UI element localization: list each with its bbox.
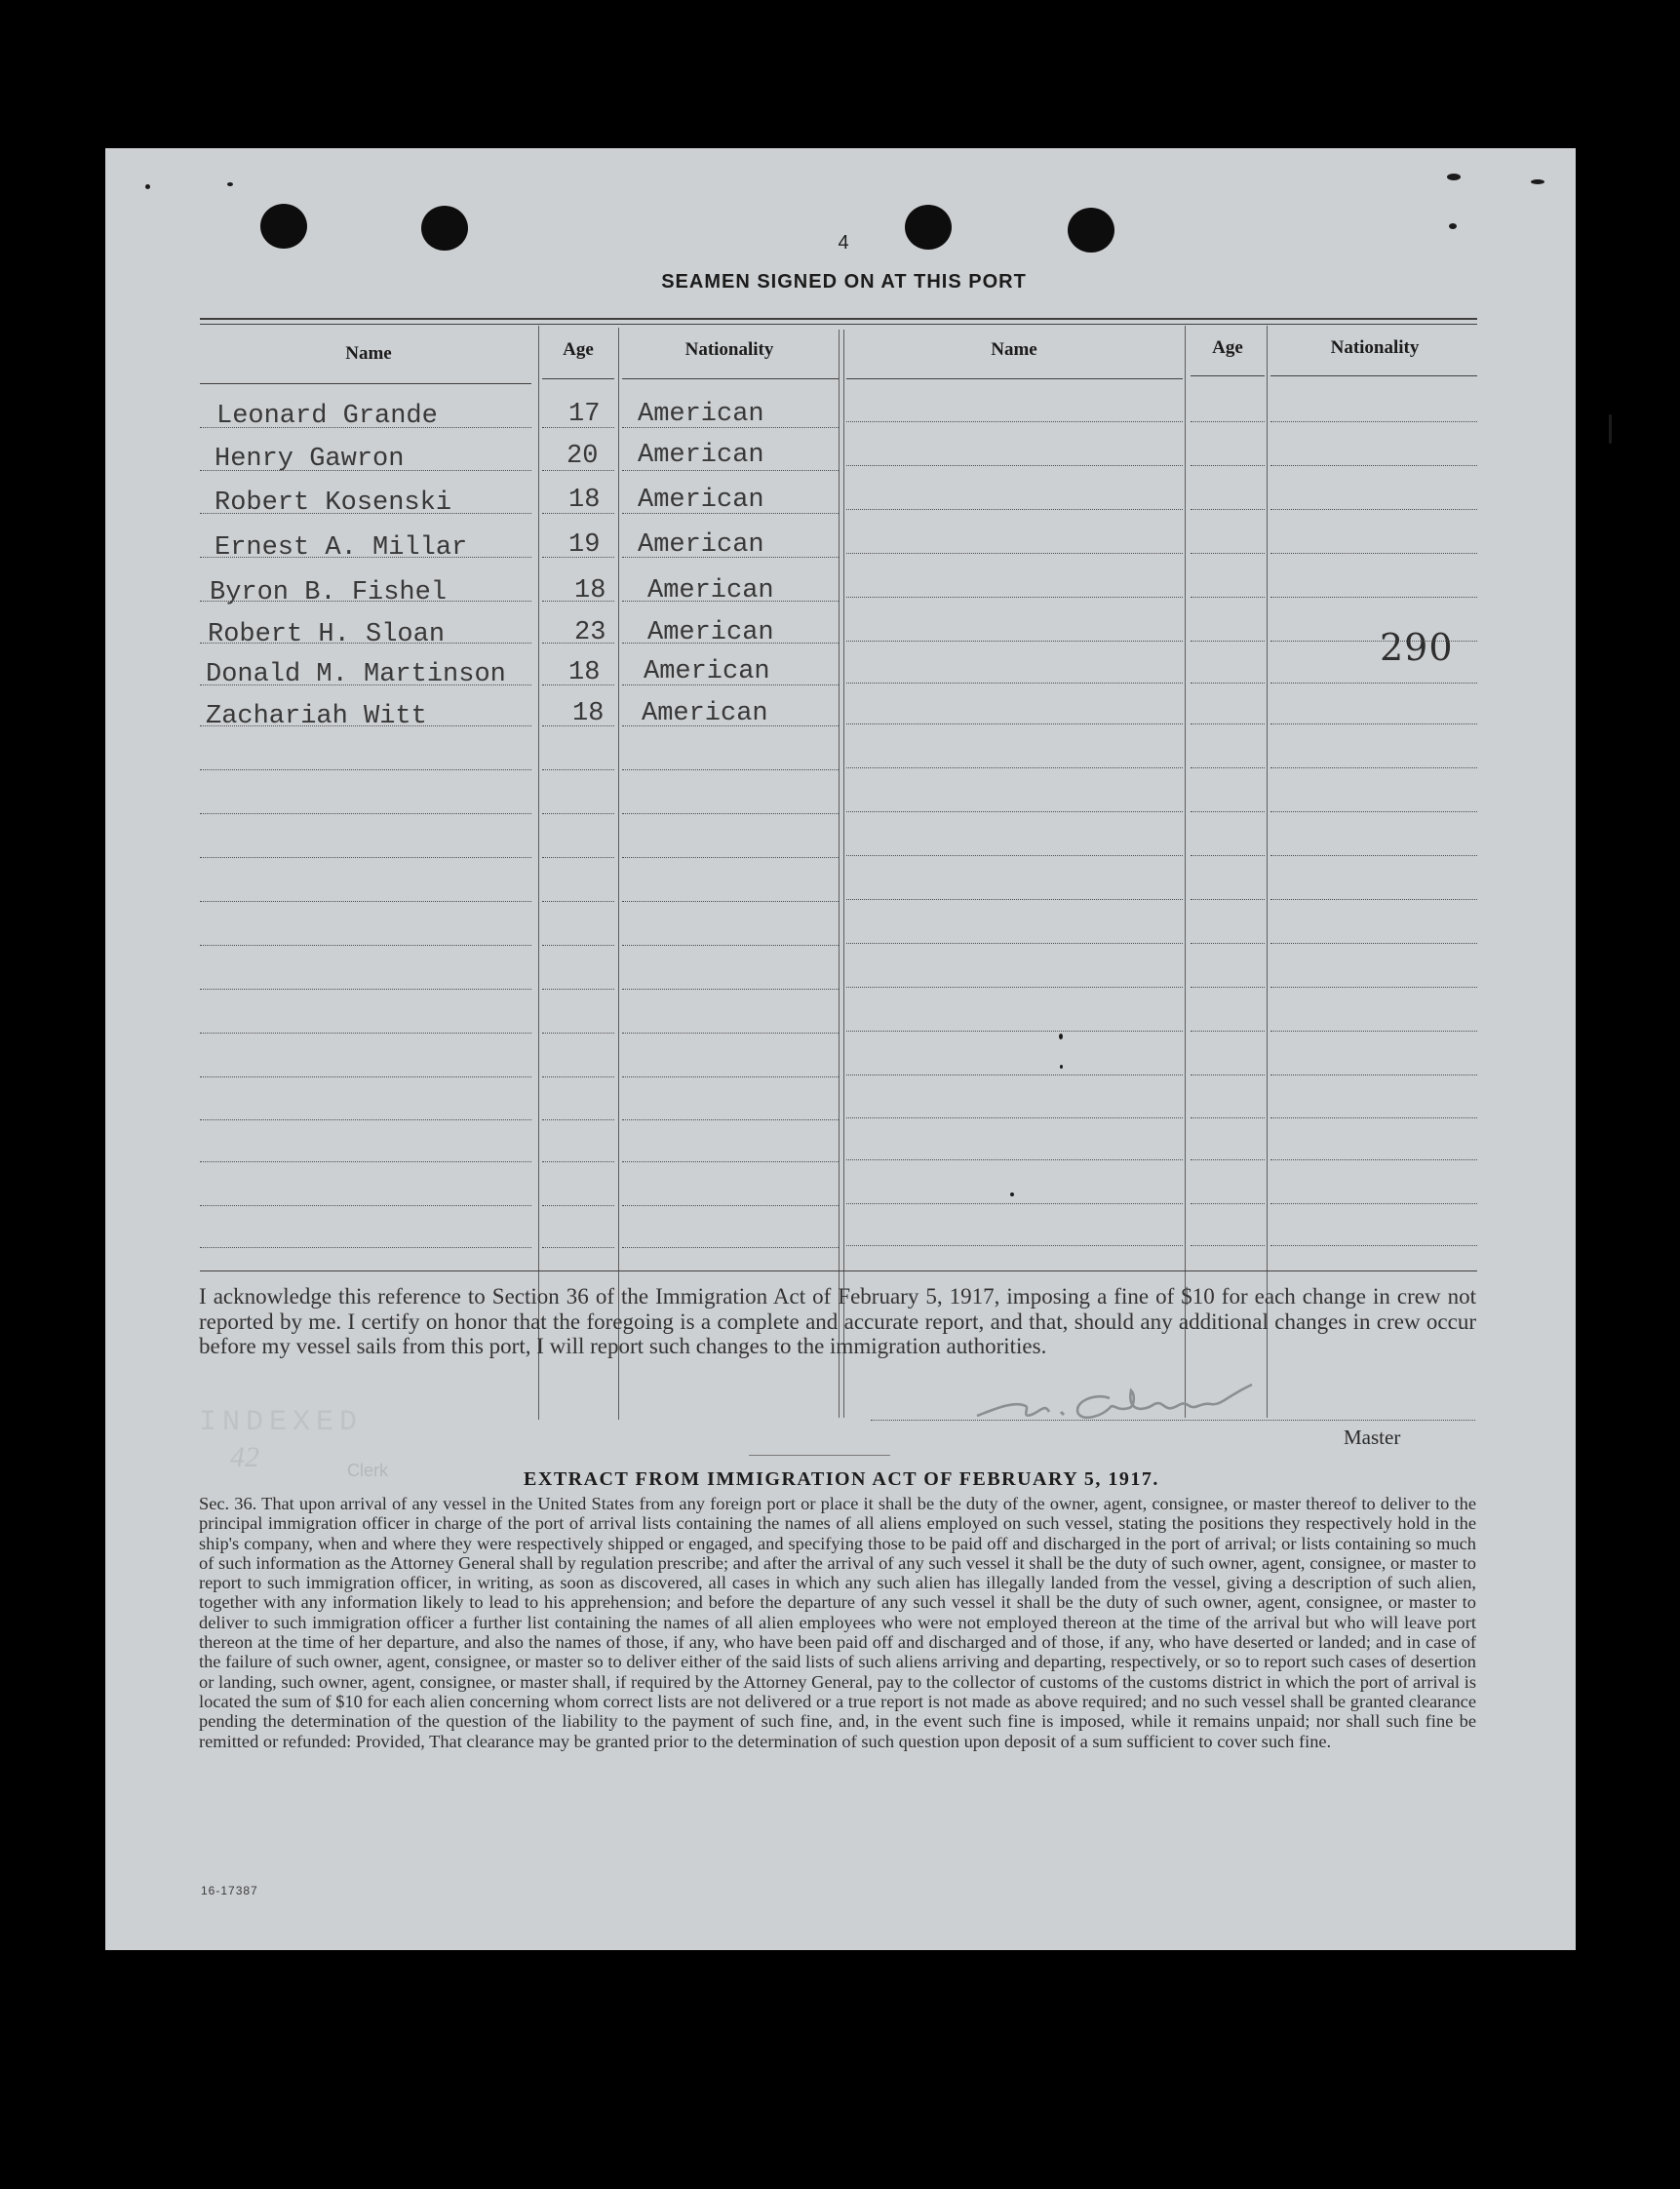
row-line-right bbox=[1270, 641, 1477, 642]
row-line-left bbox=[200, 901, 531, 902]
row-line-left bbox=[200, 813, 531, 814]
row-line-left bbox=[542, 1161, 614, 1162]
column-rule bbox=[538, 326, 539, 1420]
row-line-right bbox=[1191, 899, 1265, 900]
seaman-4-nationality: American bbox=[638, 530, 764, 560]
header-name-right: Name bbox=[991, 339, 1037, 360]
row-line-left bbox=[622, 945, 839, 946]
row-line-left bbox=[622, 1076, 839, 1077]
row-line-left bbox=[542, 813, 614, 814]
row-line-right bbox=[1270, 597, 1477, 598]
row-line-left bbox=[200, 643, 531, 644]
speck bbox=[145, 184, 150, 189]
row-line-right bbox=[1270, 509, 1477, 510]
row-line-left bbox=[542, 1076, 614, 1077]
row-line-left bbox=[542, 643, 614, 644]
punch-hole bbox=[421, 206, 468, 251]
table-bottom-rule bbox=[200, 1270, 1477, 1271]
extract-title: EXTRACT FROM IMMIGRATION ACT OF FEBRUARY 5, 1917. bbox=[524, 1468, 1159, 1490]
form-page bbox=[105, 148, 1576, 1950]
row-line-left bbox=[542, 725, 614, 726]
row-line-right bbox=[846, 1203, 1183, 1204]
row-line-right bbox=[1191, 683, 1265, 684]
speck bbox=[1447, 174, 1461, 180]
row-line-left bbox=[622, 1247, 839, 1248]
row-line-left bbox=[622, 1161, 839, 1162]
row-line-right bbox=[1270, 811, 1477, 812]
row-line-right bbox=[1270, 683, 1477, 684]
row-line-left bbox=[542, 1119, 614, 1120]
row-line-left bbox=[542, 1247, 614, 1248]
top-rule bbox=[200, 324, 1477, 325]
seaman-1-nationality: American bbox=[638, 400, 764, 429]
row-line-left bbox=[622, 601, 839, 602]
row-line-left bbox=[622, 427, 839, 428]
row-line-right bbox=[1191, 855, 1265, 856]
header-age-right: Age bbox=[1212, 337, 1243, 358]
indexed-stamp: INDEXED bbox=[199, 1406, 364, 1439]
row-line-left bbox=[200, 513, 531, 514]
column-rule bbox=[1185, 326, 1186, 1418]
seaman-7-nationality: American bbox=[644, 657, 770, 686]
row-line-right bbox=[1191, 553, 1265, 554]
row-line-right bbox=[846, 899, 1183, 900]
row-line-left bbox=[200, 1033, 531, 1034]
seaman-7-age: 18 bbox=[568, 658, 601, 687]
row-line-right bbox=[1191, 1159, 1265, 1160]
seaman-2-nationality: American bbox=[638, 441, 764, 470]
row-line-left bbox=[542, 427, 614, 428]
seaman-3-nationality: American bbox=[638, 486, 764, 515]
row-line-left bbox=[622, 725, 839, 726]
row-line-right bbox=[1270, 943, 1477, 944]
row-line-right bbox=[846, 1031, 1183, 1032]
seaman-6-name: Robert H. Sloan bbox=[208, 620, 446, 649]
row-line-right bbox=[846, 723, 1183, 724]
row-line-left bbox=[542, 513, 614, 514]
row-line-left bbox=[200, 557, 531, 558]
row-line-left bbox=[622, 989, 839, 990]
seaman-8-age: 18 bbox=[572, 699, 605, 728]
row-line-right bbox=[1191, 767, 1265, 768]
row-line-right bbox=[846, 987, 1183, 988]
header-underline bbox=[846, 378, 1183, 379]
row-line-left bbox=[542, 470, 614, 471]
row-line-left bbox=[542, 1205, 614, 1206]
row-line-right bbox=[846, 641, 1183, 642]
row-line-left bbox=[542, 684, 614, 685]
row-line-right bbox=[846, 811, 1183, 812]
row-line-left bbox=[622, 769, 839, 770]
seaman-5-age: 18 bbox=[574, 576, 606, 606]
header-age-left: Age bbox=[563, 339, 594, 360]
row-line-left bbox=[542, 901, 614, 902]
indexed-stamp-number: 42 bbox=[230, 1441, 259, 1473]
row-line-right bbox=[1191, 987, 1265, 988]
row-line-left bbox=[200, 989, 531, 990]
header-nationality-right: Nationality bbox=[1330, 337, 1420, 358]
row-line-left bbox=[542, 989, 614, 990]
row-line-left bbox=[622, 1119, 839, 1120]
header-nationality-left: Nationality bbox=[684, 339, 774, 360]
row-line-left bbox=[200, 470, 531, 471]
row-line-left bbox=[622, 901, 839, 902]
row-line-left bbox=[200, 1247, 531, 1248]
row-line-right bbox=[1270, 421, 1477, 422]
row-line-right bbox=[1191, 1117, 1265, 1118]
speck bbox=[1059, 1034, 1063, 1039]
row-line-left bbox=[200, 945, 531, 946]
stamp-number: 290 bbox=[1380, 626, 1454, 669]
header-underline bbox=[622, 378, 839, 379]
master-label: Master bbox=[1344, 1426, 1401, 1449]
speck bbox=[1531, 179, 1544, 184]
row-line-right bbox=[1270, 723, 1477, 724]
row-line-right bbox=[1191, 723, 1265, 724]
row-line-right bbox=[846, 1245, 1183, 1246]
punch-hole bbox=[905, 205, 952, 250]
row-line-right bbox=[846, 509, 1183, 510]
seaman-3-age: 18 bbox=[568, 486, 601, 515]
column-rule bbox=[843, 330, 844, 1418]
row-line-left bbox=[622, 643, 839, 644]
row-line-left bbox=[200, 684, 531, 685]
acknowledgement-text: I acknowledge this reference to Section 36 of the Immigration Act of February 5, 1917, imposing a fine of $10 for each change in crew not reported by me. I certify on honor that the foregoing is a complete and accurate report, and that, should any additional changes in crew occur before my vessel sails from this port, I will report such changes to the immigration authorities. bbox=[199, 1284, 1476, 1358]
punch-hole bbox=[260, 204, 307, 249]
seaman-2-age: 20 bbox=[567, 442, 599, 471]
row-line-left bbox=[200, 769, 531, 770]
row-line-left bbox=[542, 857, 614, 858]
row-line-right bbox=[846, 1117, 1183, 1118]
row-line-right bbox=[846, 1159, 1183, 1160]
row-line-right bbox=[1270, 1117, 1477, 1118]
row-line-right bbox=[1191, 1203, 1265, 1204]
row-line-right bbox=[1191, 943, 1265, 944]
row-line-right bbox=[1270, 987, 1477, 988]
extract-divider bbox=[749, 1455, 890, 1456]
row-line-right bbox=[846, 855, 1183, 856]
seaman-1-age: 17 bbox=[568, 400, 601, 429]
signature-line bbox=[871, 1420, 1475, 1421]
indexed-stamp-clerk: Clerk bbox=[347, 1461, 389, 1480]
row-line-left bbox=[200, 1076, 531, 1077]
extract-body: Sec. 36. That upon arrival of any vessel in the United States from any foreign port or place it shall be the duty of the owner, agent, consignee, or master thereof to deliver to the principal immigration officer in charge of the port of arrival lists containing the names of all aliens employed on such vessel, stating the positions they respectively hold in the ship's company, when and where they were respectively shipped or engaged, and specifying those to be paid off and discharged in the port of arrival; or lists containing so much of such information as the Attorney General shall by regulation prescribe; and after the arrival of any such vessel it shall be the duty of such owner, agent, consignee, or master to report to such immigration officer, in writing, as soon as discovered, all cases in which any such alien has illegally landed from the vessel, giving a description of such alien, together with any information likely to lead to his apprehension; and before the departure of any such vessel it shall be the duty of such owner, agent, consignee, or master to deliver to such immigration officer a further list containing the names of all alien employees who were not employed thereon at the time of the arrival but who will leave port thereon at the time of her departure, and also the names of those, if any, who have been paid off and discharged and of those, if any, who have deserted or landed; and in case of the failure of such owner, agent, consignee, or master so to deliver either of the said lists of such aliens arriving and departing, respectively, or so to report such cases of desertion or landing, such owner, agent, consignee, or master shall, if required by the Attorney General, pay to the collector of customs of the customs district in which the port of arrival is located the sum of $10 for each alien concerning whom correct lists are not delivered or a true report is not made as above required; and no such vessel shall be granted clearance pending the determination of the question of the liability to the payment of such fine, and, in the event such fine is imposed, while it remains unpaid; nor shall such fine be remitted or refunded: Provided, That clearance may be granted prior to the determination of such question upon deposit of a sum sufficient to cover such fine. bbox=[199, 1494, 1476, 1751]
row-line-right bbox=[1191, 421, 1265, 422]
row-line-left bbox=[622, 1033, 839, 1034]
row-line-left bbox=[622, 1205, 839, 1206]
seaman-4-name: Ernest A. Millar bbox=[215, 533, 468, 563]
seaman-7-name: Donald M. Martinson bbox=[206, 660, 506, 689]
header-underline bbox=[1270, 375, 1477, 376]
row-line-right bbox=[1191, 811, 1265, 812]
row-line-left bbox=[200, 1161, 531, 1162]
row-line-right bbox=[1191, 1245, 1265, 1246]
column-rule bbox=[839, 330, 840, 1418]
row-line-left bbox=[542, 769, 614, 770]
row-line-left bbox=[200, 857, 531, 858]
seaman-2-name: Henry Gawron bbox=[215, 445, 405, 474]
row-line-right bbox=[1270, 1159, 1477, 1160]
row-line-left bbox=[542, 945, 614, 946]
row-line-right bbox=[1191, 465, 1265, 466]
row-line-left bbox=[542, 557, 614, 558]
row-line-left bbox=[542, 1033, 614, 1034]
row-line-left bbox=[622, 557, 839, 558]
row-line-right bbox=[1191, 509, 1265, 510]
row-line-left bbox=[200, 601, 531, 602]
row-line-right bbox=[1270, 767, 1477, 768]
seaman-4-age: 19 bbox=[568, 530, 601, 560]
seaman-6-nationality: American bbox=[647, 618, 774, 647]
seaman-6-age: 23 bbox=[574, 618, 606, 647]
header-underline bbox=[200, 383, 531, 384]
speck bbox=[227, 182, 233, 186]
speck bbox=[1449, 223, 1457, 229]
seaman-5-nationality: American bbox=[647, 576, 774, 606]
row-line-right bbox=[1270, 1203, 1477, 1204]
row-line-left bbox=[200, 1119, 531, 1120]
seaman-8-nationality: American bbox=[642, 699, 768, 728]
row-line-left bbox=[622, 813, 839, 814]
row-line-left bbox=[622, 684, 839, 685]
row-line-right bbox=[846, 465, 1183, 466]
row-line-right bbox=[846, 553, 1183, 554]
master-signature bbox=[963, 1379, 1285, 1429]
punch-hole bbox=[1068, 208, 1114, 253]
row-line-right bbox=[1191, 641, 1265, 642]
column-rule bbox=[1267, 326, 1268, 1418]
column-rule bbox=[618, 328, 619, 1420]
seaman-3-name: Robert Kosenski bbox=[215, 489, 452, 518]
row-line-right bbox=[1270, 855, 1477, 856]
edge-mark bbox=[1609, 414, 1612, 444]
row-line-left bbox=[622, 857, 839, 858]
row-line-right bbox=[1270, 553, 1477, 554]
row-line-right bbox=[846, 683, 1183, 684]
seaman-8-name: Zachariah Witt bbox=[206, 702, 427, 731]
form-number: 16-17387 bbox=[201, 1884, 258, 1897]
row-line-left bbox=[622, 513, 839, 514]
header-underline bbox=[542, 378, 614, 379]
seaman-5-name: Byron B. Fishel bbox=[210, 578, 448, 607]
top-rule bbox=[200, 318, 1477, 320]
row-line-right bbox=[1191, 1031, 1265, 1032]
speck bbox=[1010, 1192, 1014, 1196]
row-line-left bbox=[542, 601, 614, 602]
row-line-right bbox=[846, 767, 1183, 768]
row-line-right bbox=[846, 421, 1183, 422]
row-line-right bbox=[846, 597, 1183, 598]
row-line-left bbox=[200, 725, 531, 726]
speck bbox=[1060, 1065, 1063, 1069]
header-underline bbox=[1191, 375, 1265, 376]
row-line-right bbox=[1270, 1031, 1477, 1032]
row-line-right bbox=[1191, 597, 1265, 598]
form-title: SEAMEN SIGNED ON AT THIS PORT bbox=[661, 271, 1027, 293]
row-line-right bbox=[1270, 899, 1477, 900]
page-number: 4 bbox=[838, 232, 849, 254]
row-line-right bbox=[846, 943, 1183, 944]
header-name-left: Name bbox=[345, 343, 392, 364]
row-line-left bbox=[200, 1205, 531, 1206]
row-line-right bbox=[1270, 465, 1477, 466]
row-line-left bbox=[622, 470, 839, 471]
row-line-left bbox=[200, 427, 531, 428]
row-line-right bbox=[1270, 1245, 1477, 1246]
seaman-1-name: Leonard Grande bbox=[216, 402, 438, 431]
